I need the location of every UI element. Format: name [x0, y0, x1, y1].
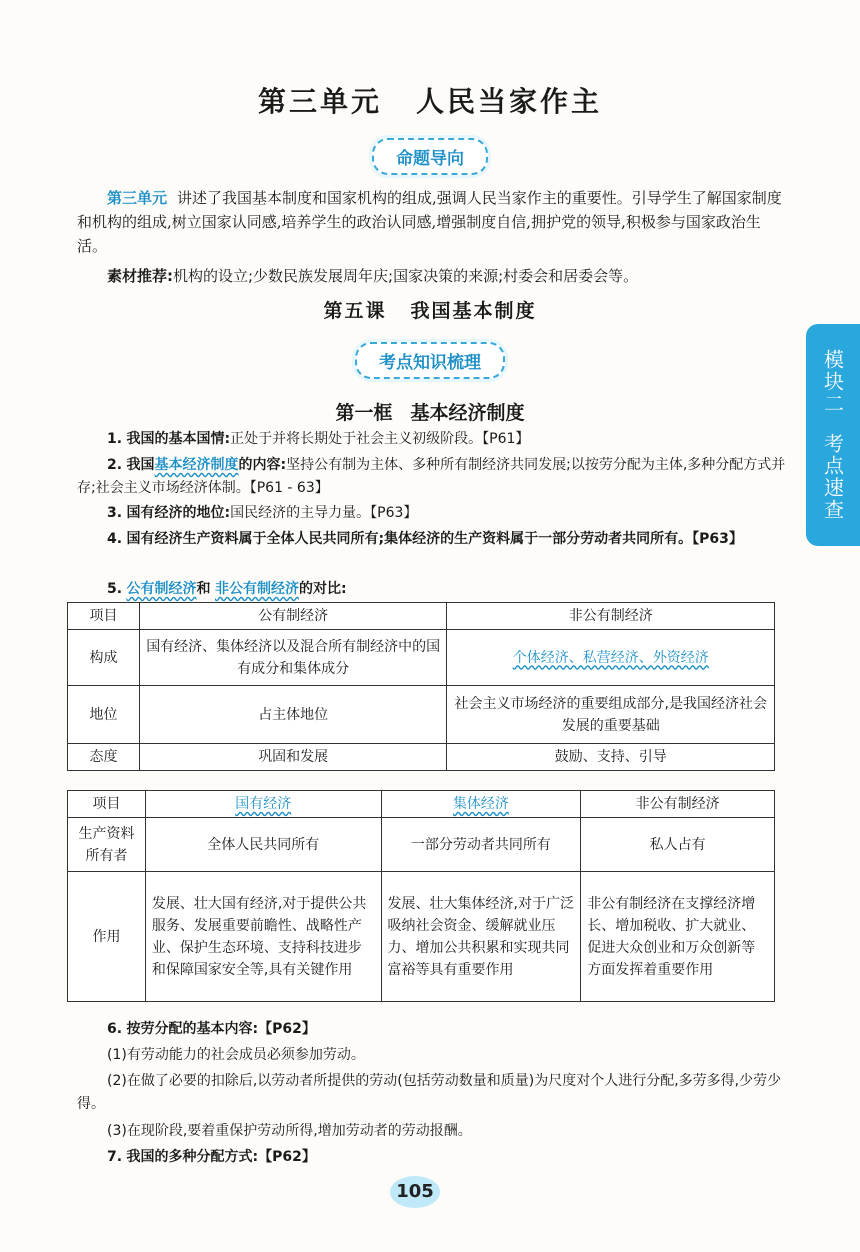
- item-number: 2.: [107, 457, 123, 473]
- point-item: [77, 502, 787, 525]
- module-side-tab: [806, 324, 860, 546]
- sub-point: (2)在做了必要的扣除后,以劳动者所提供的劳动(包括劳动数量和质量)为尺度对个人进行分配,多劳多得,少劳少得。: [77, 1073, 782, 1112]
- row-label: 生产资料所有者: [68, 818, 146, 872]
- frame-number: 第一框: [335, 402, 393, 424]
- comparison-table-public-nonpublic: [67, 602, 775, 771]
- table-header-cell: 项目: [68, 791, 146, 818]
- row-label: 作用: [68, 872, 146, 1002]
- lesson-name: 我国基本制度: [410, 300, 537, 322]
- table-header-cell: 公有制经济: [139, 603, 447, 630]
- material-paragraph: [77, 264, 785, 288]
- review-heading: 考点知识梳理: [355, 342, 505, 379]
- table-header-row: [68, 603, 775, 630]
- sub-point: (3)在现阶段,要着重保护劳动所得,增加劳动者的劳动报酬。: [107, 1123, 472, 1139]
- table-cell: 鼓励、支持、引导: [447, 744, 775, 771]
- key-term: 集体经济: [452, 796, 509, 812]
- table-cell: 国有经济、集体经济以及混合所有制经济中的国有成分和集体成分: [139, 630, 447, 686]
- point-item: [77, 428, 787, 451]
- unit-name: 人民当家作主: [416, 85, 603, 118]
- table-cell: 个体经济、私营经济、外资经济: [447, 630, 775, 686]
- point-item: [77, 578, 787, 601]
- item-number: 6.: [107, 1021, 123, 1037]
- row-label: 地位: [68, 686, 140, 744]
- comparison-table-ownership: [67, 790, 775, 1002]
- lesson-title: [0, 296, 860, 323]
- point-item: [77, 528, 787, 551]
- table-cell: 发展、壮大国有经济,对于提供公共服务、发展重要前瞻性、战略性产业、保护生态环境、支持科技进步和保障国家安全等,具有关键作用: [145, 872, 381, 1002]
- item-heading: 的内容:: [238, 457, 287, 473]
- item-number: 4.: [107, 531, 123, 547]
- key-term: 基本经济制度: [154, 457, 239, 473]
- row-label: 态度: [68, 744, 140, 771]
- intro-text: 讲述了我国基本制度和国家机构的组成,强调人民当家作主的重要性。引导学生了解国家制度和机构的组成,树立国家认同感,培养学生的政治认同感,增强制度自信,拥护党的领导,积极参与国家政治生活。: [77, 189, 782, 255]
- table-header-cell: 项目: [68, 603, 140, 630]
- guide-heading: 命题导向: [372, 138, 488, 175]
- table-header-cell: 非公有制经济: [581, 791, 775, 818]
- item-heading: 按劳分配的基本内容:: [126, 1021, 259, 1037]
- table-row: [68, 744, 775, 771]
- item-text: 国民经济的主导力量。【P63】: [230, 505, 418, 521]
- table-row: [68, 818, 775, 872]
- key-term: 个体经济: [512, 649, 569, 666]
- sub-point: (1)有劳动能力的社会成员必须参加劳动。: [107, 1047, 365, 1063]
- side-tab-module: 模块二: [820, 349, 845, 415]
- frame-title: [0, 398, 860, 425]
- item-text: 正处于并将长期处于社会主义初级阶段。【P61】: [230, 431, 530, 447]
- table-header-cell: [381, 791, 581, 818]
- page-ref: 【P62】: [258, 1149, 316, 1165]
- point-item: [77, 1018, 787, 1041]
- item-text: 坚持公有制为主体、多种所有制经济共同发展;以按劳分配为主体,多种分配方式并存;社会主义市场经济体制。【P61 - 63】: [77, 457, 786, 496]
- key-term: 非公有制经济: [214, 581, 299, 597]
- table-cell: 巩固和发展: [139, 744, 447, 771]
- frame-name: 基本经济制度: [410, 402, 525, 424]
- material-label: 素材推荐:: [107, 267, 173, 285]
- page-number: 105: [390, 1176, 440, 1208]
- item-heading: 的对比:: [298, 581, 347, 597]
- item-heading: 我国的基本国情:: [126, 431, 231, 447]
- table-header-cell: [145, 791, 381, 818]
- key-term: 外资经济: [652, 649, 709, 666]
- table-row: [68, 686, 775, 744]
- table-row: [68, 872, 775, 1002]
- table-cell: 占主体地位: [139, 686, 447, 744]
- item-heading: 我国的多种分配方式:: [126, 1149, 259, 1165]
- key-term: 国有经济: [235, 796, 292, 812]
- page-ref: 【P62】: [258, 1021, 316, 1037]
- unit-number: 第三单元: [257, 85, 382, 118]
- table-header-cell: 非公有制经济: [447, 603, 775, 630]
- item-heading: 国有经济的地位:: [126, 505, 231, 521]
- point-item: [77, 1146, 787, 1169]
- key-term: 私营经济: [582, 649, 639, 666]
- item-number: 3.: [107, 505, 123, 521]
- item-heading: 国有经济生产资料属于全体人民共同所有;集体经济的生产资料属于一部分劳动者共同所有。【P63】: [126, 531, 743, 547]
- page-title: [0, 80, 860, 120]
- point-item: [77, 454, 787, 500]
- item-number: 1.: [107, 431, 123, 447]
- item-number: 5.: [107, 581, 123, 597]
- table-header-row: [68, 791, 775, 818]
- intro-paragraph: [77, 186, 785, 258]
- table-cell: 发展、壮大集体经济,对于广泛吸纳社会资金、缓解就业压力、增加公共积累和实现共同富裕等具有重要作用: [381, 872, 581, 1002]
- lesson-number: 第五课: [323, 300, 387, 322]
- intro-unit: 第三单元: [107, 189, 168, 207]
- row-label: 构成: [68, 630, 140, 686]
- table-row: [68, 630, 775, 686]
- item-number: 7.: [107, 1149, 123, 1165]
- table-cell: 私人占有: [581, 818, 775, 872]
- table-cell: 全体人民共同所有: [145, 818, 381, 872]
- side-tab-section: 考点速查: [820, 433, 845, 521]
- table-cell: 社会主义市场经济的重要组成部分,是我国经济社会发展的重要基础: [447, 686, 775, 744]
- table-cell: 非公有制经济在支撑经济增长、增加税收、扩大就业、促进大众创业和万众创新等方面发挥着重要作用: [581, 872, 775, 1002]
- item-heading: 我国: [126, 457, 155, 473]
- material-text: 机构的设立;少数民族发展周年庆;国家决策的来源;村委会和居委会等。: [173, 267, 639, 285]
- key-term: 公有制经济: [126, 581, 197, 597]
- table-cell: 一部分劳动者共同所有: [381, 818, 581, 872]
- item-heading: 和: [196, 581, 211, 597]
